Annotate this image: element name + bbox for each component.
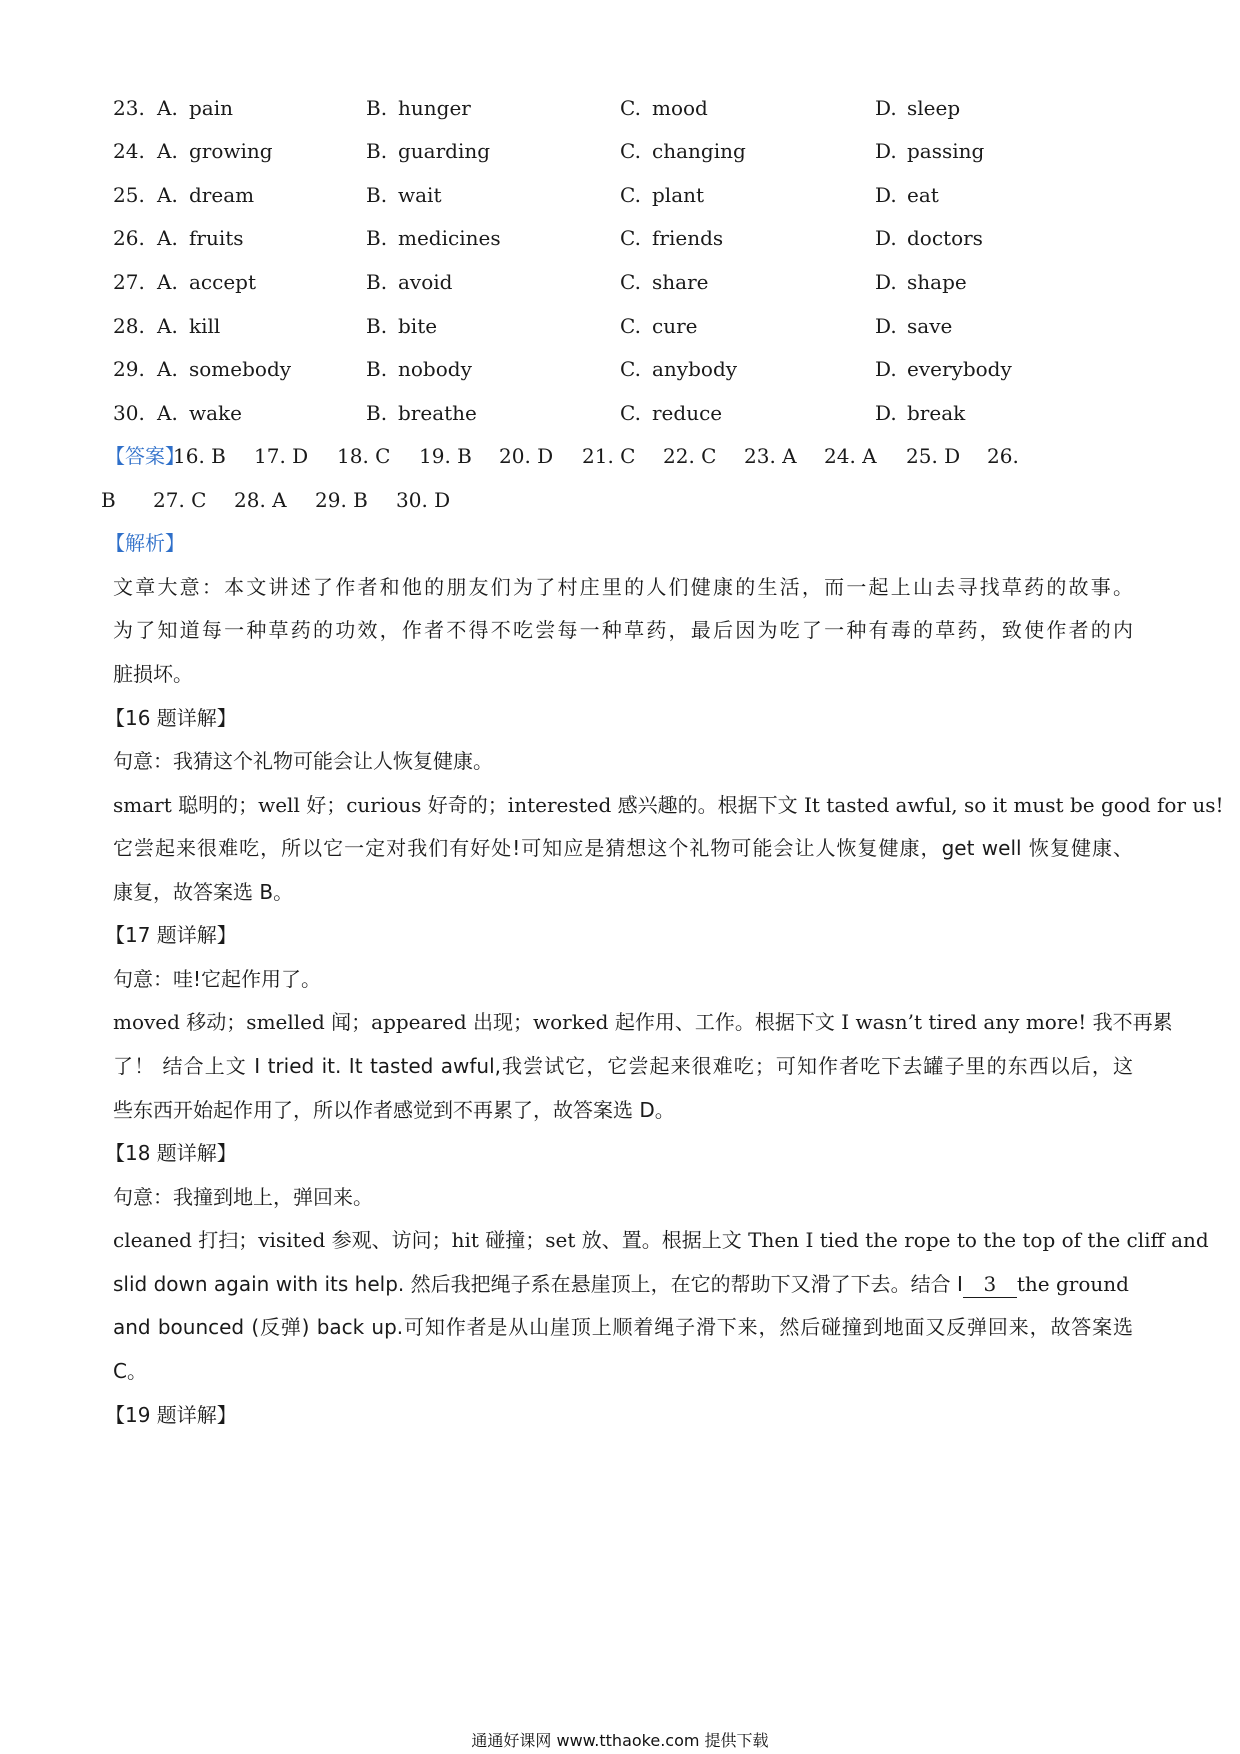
option-b: [366, 393, 477, 433]
option-text: accept: [189, 270, 257, 294]
option-d: [875, 218, 983, 258]
option-text: changing: [652, 139, 746, 163]
option-letter: A.: [157, 139, 178, 163]
option-text: breathe: [398, 401, 477, 425]
option-letter: A.: [157, 96, 178, 120]
option-b: [366, 218, 501, 258]
option-letter: A.: [157, 357, 178, 381]
answer-item: 28. A: [234, 488, 287, 512]
option-text: reduce: [652, 401, 723, 425]
option-letter: D.: [875, 314, 897, 338]
option-text: passing: [907, 139, 985, 163]
option-text: dream: [189, 183, 255, 207]
option-letter: D.: [875, 357, 897, 381]
q16-line-3: 康复，故答案选 B。: [113, 880, 294, 904]
answer-item: 21. C: [582, 444, 636, 468]
question-number: 27.: [113, 270, 145, 294]
option-d: [875, 88, 960, 128]
option-b: [366, 349, 472, 389]
analysis-label: 【解析】: [105, 531, 185, 555]
option-text: shape: [907, 270, 967, 294]
answer-item: 24. A: [824, 444, 877, 468]
answer-item: 29. B: [315, 488, 368, 512]
option-letter: B.: [366, 183, 388, 207]
option-row: [113, 393, 1133, 433]
q16-meaning: 句意：我猜这个礼物可能会让人恢复健康。: [113, 749, 493, 773]
option-b: [366, 175, 441, 215]
option-text: save: [907, 314, 953, 338]
option-b: [366, 262, 452, 302]
option-d: [875, 131, 984, 171]
option-letter: B.: [366, 401, 388, 425]
option-text: wake: [189, 401, 242, 425]
q18-heading: 【18 题详解】: [105, 1141, 237, 1165]
answer-item: 25. D: [906, 444, 961, 468]
option-letter: A.: [157, 226, 178, 250]
option-letter: C.: [620, 401, 641, 425]
answer-item: 17. D: [254, 444, 309, 468]
option-text: medicines: [398, 226, 501, 250]
option-letter: C.: [620, 270, 641, 294]
option-text: hunger: [398, 96, 471, 120]
option-text: eat: [907, 183, 939, 207]
option-c: [620, 88, 708, 128]
q17-meaning: 句意：哇!它起作用了。: [113, 967, 322, 991]
option-letter: B.: [366, 139, 388, 163]
answer-item: 22. C: [663, 444, 717, 468]
option-d: [875, 349, 1012, 389]
option-text: growing: [189, 139, 273, 163]
answer-item: 27. C: [153, 488, 207, 512]
option-text: everybody: [907, 357, 1012, 381]
blank-number: 3: [963, 1271, 1017, 1298]
option-text: sleep: [907, 96, 961, 120]
option-text: bite: [398, 314, 438, 338]
q18-line-2-text: slid down again with its help. 然后我把绳子系在悬崖顶上，在它的帮助下又滑了下去。结合 I: [113, 1272, 963, 1296]
option-row: [113, 218, 1133, 258]
question-number: 30.: [113, 401, 145, 425]
answer-item: B: [101, 488, 116, 512]
option-text: fruits: [189, 226, 244, 250]
option-a: [157, 218, 244, 258]
option-letter: D.: [875, 401, 897, 425]
option-c: [620, 349, 737, 389]
summary-line-3: 脏损坏。: [113, 662, 193, 686]
q16-line-2: 它尝起来很难吃，所以它一定对我们有好处!可知应是猜想这个礼物可能会让人恢复健康，get well 恢复健康、: [113, 836, 1133, 860]
option-letter: A.: [157, 401, 178, 425]
answer-row-1: [105, 436, 1133, 476]
option-d: [875, 306, 952, 346]
option-letter: B.: [366, 270, 388, 294]
option-row: [113, 262, 1133, 302]
option-letter: D.: [875, 96, 897, 120]
answer-row-2: [101, 480, 1133, 520]
option-letter: D.: [875, 139, 897, 163]
option-text: friends: [652, 226, 724, 250]
option-text: share: [652, 270, 709, 294]
option-b: [366, 88, 471, 128]
option-letter: A.: [157, 314, 178, 338]
answer-item: 20. D: [499, 444, 554, 468]
answer-item: 26.: [987, 444, 1019, 468]
option-text: plant: [652, 183, 705, 207]
option-a: [157, 306, 220, 346]
q18-line-1: cleaned 打扫；visited 参观、访问；hit 碰撞；set 放、置。根据上文 Then I tied the rope to the top of the cliff and: [113, 1228, 1209, 1252]
q17-line-1: moved 移动；smelled 闻；appeared 出现；worked 起作用、工作。根据下文 I wasn’t tired any more! 我不再累: [113, 1010, 1173, 1034]
option-row: [113, 175, 1133, 215]
option-row: [113, 131, 1133, 171]
option-text: kill: [189, 314, 221, 338]
option-row: [113, 349, 1133, 389]
option-letter: C.: [620, 139, 641, 163]
option-letter: D.: [875, 183, 897, 207]
option-b: [366, 131, 490, 171]
option-text: guarding: [398, 139, 491, 163]
option-letter: B.: [366, 357, 388, 381]
answer-item: 23. A: [744, 444, 797, 468]
summary-line-2: 为了知道每一种草药的功效，作者不得不吃尝每一种草药，最后因为吃了一种有毒的草药，致使作者的内: [113, 618, 1133, 642]
option-a: [157, 175, 254, 215]
option-text: doctors: [907, 226, 983, 250]
q18-line-3: and bounced (反弹) back up.可知作者是从山崖顶上顺着绳子滑下来，然后碰撞到地面又反弹回来，故答案选: [113, 1315, 1133, 1339]
option-text: nobody: [398, 357, 472, 381]
question-number: 23.: [113, 96, 145, 120]
option-c: [620, 306, 697, 346]
option-letter: C.: [620, 357, 641, 381]
option-row: [113, 88, 1133, 128]
option-text: somebody: [189, 357, 292, 381]
q18-line-2-end: the ground: [1016, 1272, 1129, 1296]
q17-line-3: 些东西开始起作用了，所以作者感觉到不再累了，故答案选 D。: [113, 1098, 675, 1122]
option-d: [875, 393, 965, 433]
question-number: 28.: [113, 314, 145, 338]
option-letter: B.: [366, 226, 388, 250]
q16-heading: 【16 题详解】: [105, 706, 237, 730]
option-a: [157, 131, 273, 171]
q19-heading: 【19 题详解】: [105, 1403, 237, 1427]
option-letter: A.: [157, 270, 178, 294]
option-a: [157, 393, 242, 433]
option-letter: C.: [620, 96, 641, 120]
option-text: break: [907, 401, 966, 425]
option-b: [366, 306, 437, 346]
option-row: [113, 306, 1133, 346]
summary-line-1: 文章大意：本文讲述了作者和他的朋友们为了村庄里的人们健康的生活，而一起上山去寻找草药的故事。: [113, 575, 1133, 599]
option-text: pain: [189, 96, 234, 120]
q17-heading: 【17 题详解】: [105, 923, 237, 947]
option-letter: D.: [875, 270, 897, 294]
option-letter: B.: [366, 314, 388, 338]
option-a: [157, 349, 291, 389]
question-number: 24.: [113, 139, 145, 163]
option-text: anybody: [652, 357, 738, 381]
answer-label: 【答案】: [105, 444, 185, 468]
q16-line-1: smart 聪明的；well 好；curious 好奇的；interested 感兴趣的。根据下文 It tasted awful, so it must be good for us!: [113, 793, 1224, 817]
option-d: [875, 262, 967, 302]
option-c: [620, 262, 708, 302]
footer-text: 通通好课网 www.tthaoke.com 提供下载: [471, 1731, 769, 1750]
option-text: mood: [652, 96, 708, 120]
option-letter: A.: [157, 183, 178, 207]
answer-item: 16. B: [173, 444, 226, 468]
answer-item: 30. D: [396, 488, 451, 512]
option-letter: D.: [875, 226, 897, 250]
answer-item: 19. B: [419, 444, 472, 468]
option-a: [157, 88, 233, 128]
question-number: 25.: [113, 183, 145, 207]
option-text: wait: [398, 183, 442, 207]
q17-line-2: 了！ 结合上文 I tried it. It tasted awful,我尝试它，它尝起来很难吃；可知作者吃下去罐子里的东西以后，这: [113, 1054, 1133, 1078]
q18-meaning: 句意：我撞到地上，弹回来。: [113, 1185, 373, 1209]
question-number: 29.: [113, 357, 145, 381]
option-d: [875, 175, 939, 215]
option-letter: C.: [620, 314, 641, 338]
option-c: [620, 131, 746, 171]
option-text: cure: [652, 314, 698, 338]
option-letter: B.: [366, 96, 388, 120]
option-letter: C.: [620, 183, 641, 207]
q18-line-4: C。: [113, 1359, 147, 1383]
answer-item: 18. C: [337, 444, 391, 468]
option-letter: C.: [620, 226, 641, 250]
option-c: [620, 393, 722, 433]
option-c: [620, 175, 704, 215]
option-c: [620, 218, 723, 258]
question-number: 26.: [113, 226, 145, 250]
option-text: avoid: [398, 270, 453, 294]
q18-line-2: [113, 1264, 1133, 1304]
option-a: [157, 262, 256, 302]
